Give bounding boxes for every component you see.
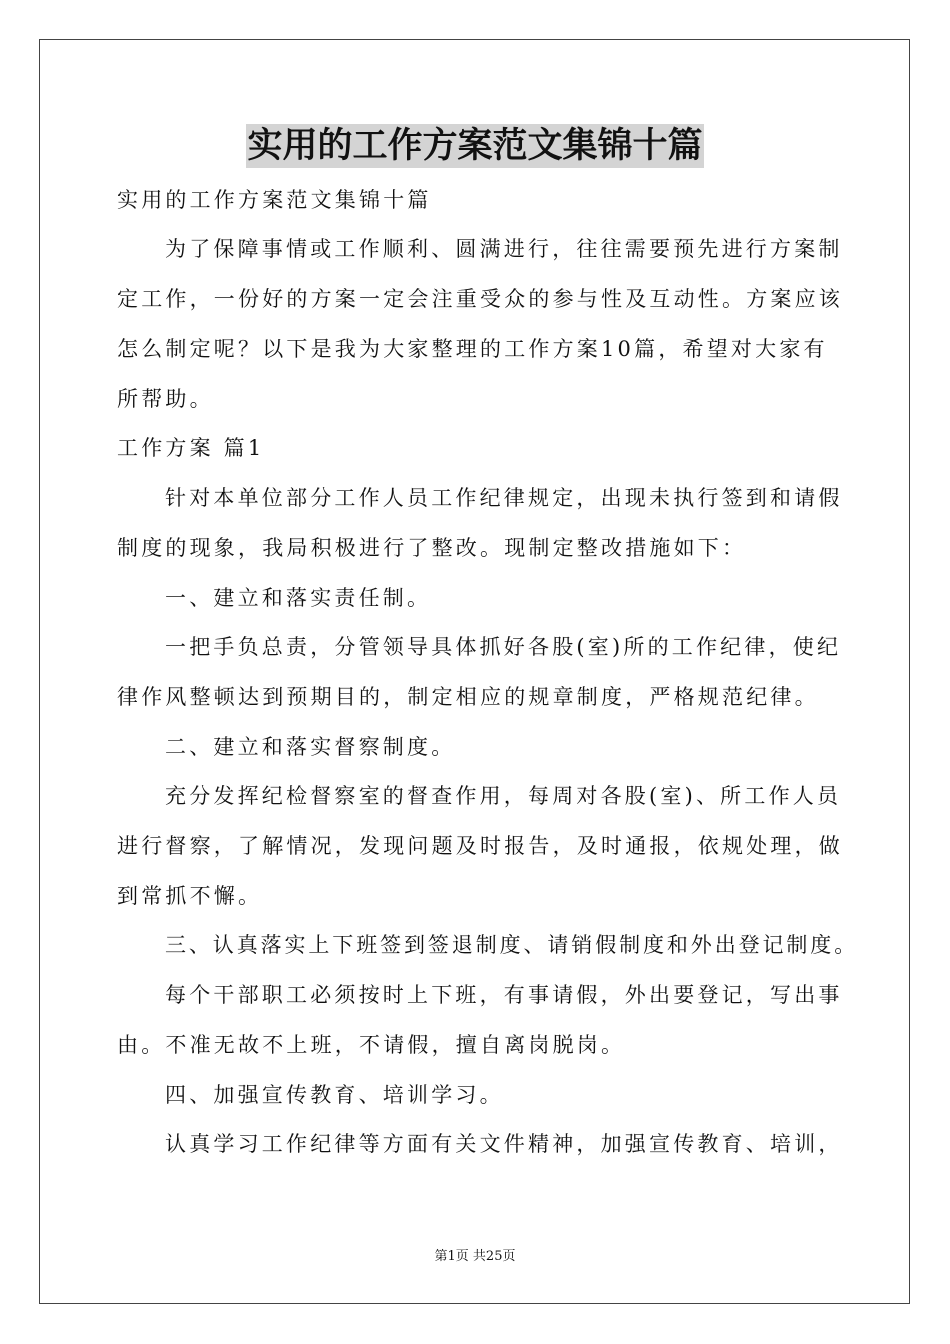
paragraph-line: 认真学习工作纪律等方面有关文件精神，加强宣传教育、培训， (165, 1132, 843, 1156)
document-title: 实用的工作方案范文集锦十篇 (247, 125, 703, 166)
list-heading: 三、认真落实上下班签到签退制度、请销假制度和外出登记制度。 (165, 933, 859, 957)
section-heading: 工作方案 篇1 (117, 436, 265, 460)
paragraph-line: 所帮助。 (117, 387, 214, 411)
page-footer: 第1页 共25页 (434, 1249, 516, 1264)
paragraph-line: 一把手负总责，分管领导具体抓好各股(室)所的工作纪律，使纪 (165, 635, 842, 659)
page-border (39, 39, 910, 1304)
paragraph-line: 律作风整顿达到预期目的，制定相应的规章制度，严格规范纪律。 (117, 685, 819, 709)
paragraph-line: 定工作，一份好的方案一定会注重受众的参与性及互动性。方案应该 (117, 287, 843, 311)
paragraph-line: 怎么制定呢？以下是我为大家整理的工作方案10篇，希望对大家有 (117, 337, 828, 361)
paragraph-line: 进行督察，了解情况，发现问题及时报告，及时通报，依规处理，做 (117, 834, 843, 858)
paragraph-line: 由。不准无故不上班，不请假，擅自离岗脱岗。 (117, 1033, 626, 1057)
paragraph-line: 每个干部职工必须按时上下班，有事请假，外出要登记，写出事 (165, 983, 843, 1007)
list-heading: 二、建立和落实督察制度。 (165, 735, 456, 759)
subtitle-line: 实用的工作方案范文集锦十篇 (117, 188, 432, 212)
list-heading: 四、加强宣传教育、培训学习。 (165, 1083, 504, 1107)
title-wrap (0, 124, 950, 168)
paragraph-line: 制度的现象，我局积极进行了整改。现制定整改措施如下： (117, 536, 747, 560)
paragraph-line: 为了保障事情或工作顺利、圆满进行，往往需要预先进行方案制 (165, 237, 843, 261)
list-heading: 一、建立和落实责任制。 (165, 586, 432, 610)
paragraph-line: 充分发挥纪检督察室的督查作用，每周对各股(室)、所工作人员 (165, 784, 842, 808)
paragraph-line: 到常抓不懈。 (117, 884, 263, 908)
paragraph-line: 针对本单位部分工作人员工作纪律规定，出现未执行签到和请假 (165, 486, 843, 510)
